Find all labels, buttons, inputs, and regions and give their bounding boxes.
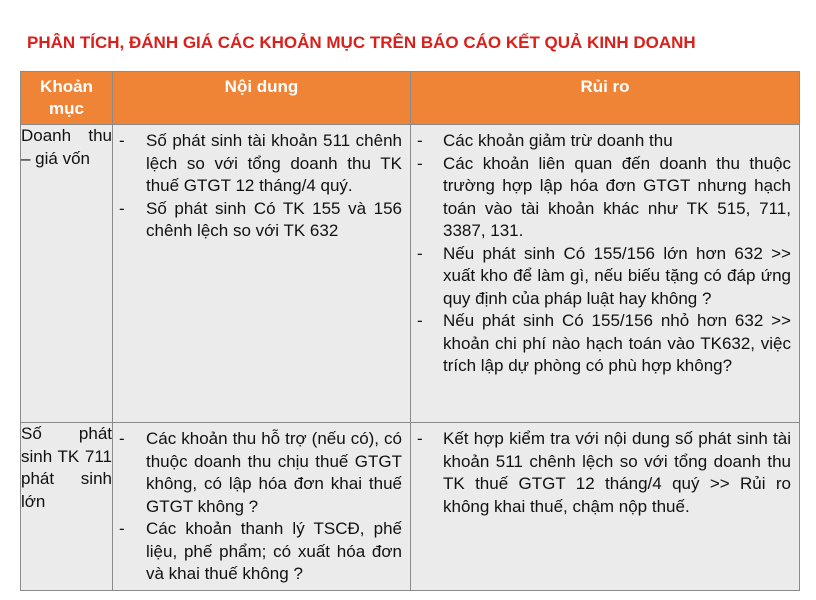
header-rui-ro: Rủi ro: [411, 72, 800, 125]
risk-cell: [411, 423, 800, 591]
risk-item: - Kết hợp kiểm tra với nội dung số phát sinh tài khoản 511 chênh lệch so với tổng doanh thu TK thuế GTGT 12 tháng/4 quý >> Rủi ro không khai thuế, chậm nộp thuế.: [417, 429, 791, 516]
bullet-dash: -: [119, 131, 125, 150]
bullet-dash: -: [119, 198, 125, 218]
bullet-dash: -: [119, 519, 125, 538]
bullet-dash: -: [417, 429, 423, 448]
risk-item: - Nếu phát sinh Có 155/156 lớn hơn 632 >> xuất kho để làm gì, nếu biếu tặng có đáp ứng quy định của pháp luật hay không ?: [417, 243, 791, 308]
bullet-dash: -: [417, 131, 423, 150]
content-item: - Số phát sinh Có TK 155 và 156 chênh lệch so với TK 632: [119, 198, 402, 240]
header-khoan-muc: Khoản mục: [21, 72, 113, 125]
page-title: PHÂN TÍCH, ĐÁNH GIÁ CÁC KHOẢN MỤC TRÊN BÁO CÁO KẾT QUẢ KINH DOANH: [27, 33, 696, 52]
table-row: [21, 423, 800, 591]
risk-item: - Nếu phát sinh Có 155/156 nhỏ hơn 632 >> khoản chi phí nào hạch toán vào TK632, việc trích lập dự phòng có phù hợp không?: [417, 311, 791, 375]
risk-item: - Các khoản giảm trừ doanh thu: [411, 130, 791, 153]
content-item: - Số phát sinh tài khoản 511 chênh lệch so với tổng doanh thu TK thuế GTGT 12 tháng/4 quý.: [119, 131, 402, 195]
content-cell: [113, 125, 411, 423]
category-cell: Số phát sinh TK 711 phát sinh lớn: [21, 423, 113, 591]
content-item: - Các khoản thanh lý TSCĐ, phế liệu, phế phẩm; có xuất hóa đơn và khai thuế không ?: [119, 519, 402, 583]
bullet-dash: -: [417, 153, 423, 173]
bullet-dash: -: [119, 429, 125, 448]
table-row: [21, 125, 800, 423]
content-item: - Các khoản thu hỗ trợ (nếu có), có thuộc doanh thu chịu thuế GTGT không, có lập hóa đơn khai thuế GTGT không ?: [119, 429, 402, 516]
bullet-dash: -: [417, 243, 423, 263]
content-cell: [113, 423, 411, 591]
risk-cell: [411, 125, 800, 423]
risk-item: - Các khoản liên quan đến doanh thu thuộc trường hợp lập hóa đơn GTGT nhưng hạch toán vào tài khoản khác như TK 515, 711, 3387, 131.: [417, 153, 791, 240]
table-header-row: [21, 72, 800, 125]
bullet-dash: -: [417, 311, 423, 330]
analysis-table: [20, 71, 800, 591]
header-noi-dung: Nội dung: [113, 72, 411, 125]
category-cell: Doanh thu – giá vốn: [21, 125, 113, 423]
